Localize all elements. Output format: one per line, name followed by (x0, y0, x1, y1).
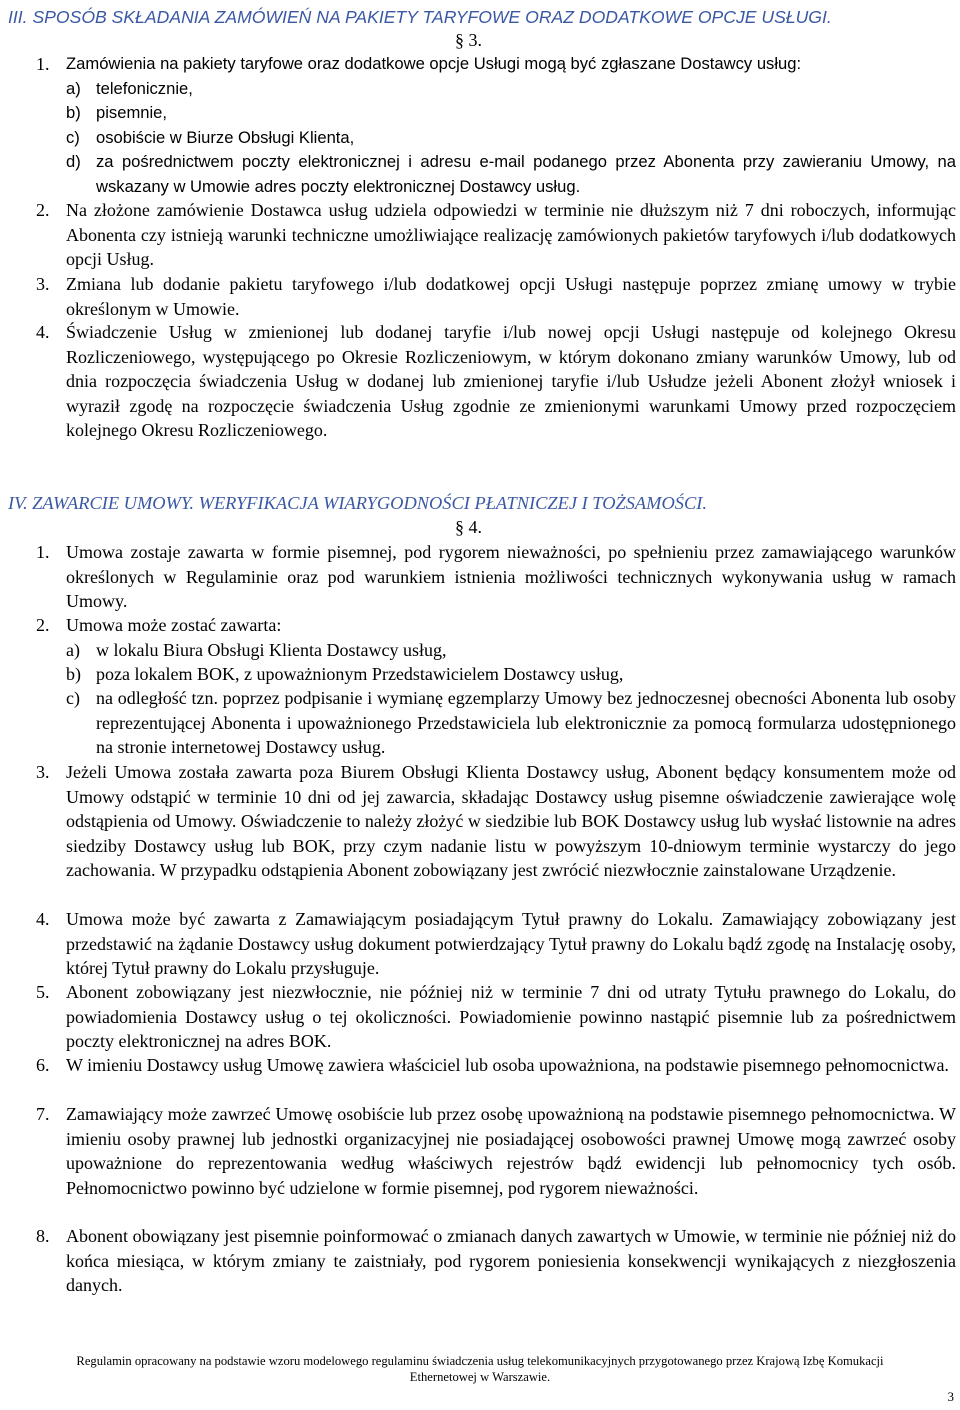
item-text: Świadczenie Usług w zmienionej lub dodanej taryfie i/lub nowej opcji Usługi następuje od kolejnego Okresu Rozliczeniowego, występującego po Okresie Rozliczeniowym, w którym dokonano zmiany warunków Umowy, lub od dnia rozpoczęcia świadczenia Usług w dodanej lub zmienionej taryfie i/lub Usłudze jeżeli Abonent złożył wniosek i wyraził zgodę na rozpoczęcie świadczenia Usług zgodnie ze zmienionymi warunkami Umowy przed rozpoczęciem kolejnego Okresu Rozliczeniowego. (66, 322, 956, 441)
sub-item-text: poza lokalem BOK, z upoważnionym Przedstawicielem Dostawcy usług, (96, 664, 624, 684)
sub-item-text: za pośrednictwem poczty elektronicznej i adresu e-mail podanego przez Abonenta przy zawieraniu Umowy, na wskazany w Umowie adres poczty elektronicznej Dostawcy usług. (96, 152, 956, 196)
sub-item-text: na odległość tzn. poprzez podpisanie i wymianę egzemplarzy Umowy bez jednoczesnej obecności Abonenta lub osoby reprezentującej Abonenta i upoważnionego Przedstawiciela lub elektronicznie za pomocą formularza udostępnionego na stronie internetowej Dostawcy usług. (96, 688, 956, 758)
item-number: 4. (36, 322, 50, 342)
item-text: Zamówienia na pakiety taryfowe oraz dodatkowe opcje Usługi mogą być zgłaszane Dostawcy usług: (66, 54, 802, 73)
item-number: 2. (36, 615, 50, 635)
sub-item-letter: b) (66, 103, 81, 122)
section-3-paragraph-mark: § 3. (455, 30, 482, 50)
sub-item-text: telefonicznie, (96, 79, 193, 98)
page-footer (10, 1353, 950, 1386)
page-number: 3 (947, 1389, 954, 1404)
item-number: 8. (36, 1226, 50, 1246)
item-number: 7. (36, 1104, 50, 1124)
item-number: 2. (36, 200, 50, 220)
sub-item-text: pisemnie, (96, 103, 168, 122)
item-number: 1. (36, 54, 50, 74)
item-text: W imieniu Dostawcy usług Umowę zawiera właściciel lub osoba upoważniona, na podstawie pisemnego pełnomocnictwa. (66, 1055, 949, 1075)
sub-item-letter: c) (66, 128, 80, 147)
item-number: 3. (36, 762, 50, 782)
sub-item-letter: a) (66, 79, 81, 98)
item-text: Jeżeli Umowa została zawarta poza Biurem Obsługi Klienta Dostawcy usług, Abonent będący konsumentem może od Umowy odstąpić w terminie 10 dni od jej zawarcia, składając Dostawcy usług pisemne oświadczenie zawierające wolę odstąpienia od Umowy. Oświadczenie to należy złożyć w siedzibie lub BOK Dostawcy usług lub wysłać listownie na adres siedziby Dostawcy usług lub BOK, przy czym nadanie listu w powyższym 10-dniowym terminie wystarczy do jego zachowania. W przypadku odstąpienia Abonent zobowiązany jest zwrócić niezwłocznie zainstalowane Urządzenie. (66, 762, 956, 881)
item-number: 3. (36, 274, 50, 294)
item-text: Zamawiający może zawrzeć Umowę osobiście lub przez osobę upoważnioną na podstawie pisemnego pełnomocnictwa. W imieniu osoby prawnej lub jednostki organizacyjnej nie posiadającej osobowości prawnej Umowę mogą zawrzeć osoby upoważnione do reprezentowania według właściwych rejestrów bądź ewidencji lub pełnomocnicy tych osób. Pełnomocnictwo powinno być udzielone w formie pisemnej, pod rygorem nieważności. (66, 1104, 956, 1198)
item-text: Na złożone zamówienie Dostawca usług udziela odpowiedzi w terminie nie dłuższym niż 7 dni roboczych, informując Abonenta czy istnieją warunki techniczne umożliwiające realizację zamówionych pakietów taryfowych i/lub dodatkowych opcji Usług. (66, 200, 956, 270)
footer-line-1: Regulamin opracowany na podstawie wzoru modelowego regulaminu świadczenia usług telekomunikacyjnych przygotowanego przez Krajową Izbę Komukacji (76, 1354, 884, 1368)
sub-item-letter: d) (66, 152, 81, 171)
item-text: Abonent zobowiązany jest niezwłocznie, nie później niż w terminie 7 dni od utraty Tytułu prawnego do Lokalu, do powiadomienia Dostawcy usług o tej okoliczności. Powiadomienie powinno nastąpić pisemnie lub za pośrednictwem poczty elektronicznej na adres BOK. (66, 982, 956, 1052)
item-text: Umowa zostaje zawarta w formie pisemnej, pod rygorem nieważności, po spełnieniu przez zamawiającego warunków określonych w Regulaminie oraz pod warunkiem istnienia możliwości technicznych wykonywania usług w ramach Umowy. (66, 542, 956, 612)
sub-item-letter: b) (66, 664, 81, 684)
section-4-heading: IV. ZAWARCIE UMOWY. WERYFIKACJA WIARYGODNOŚCI PŁATNICZEJ I TOŻSAMOŚCI. (8, 493, 707, 513)
item-text: Umowa może zostać zawarta: (66, 615, 282, 635)
item-number: 4. (36, 909, 50, 929)
section-3-heading: III. SPOSÓB SKŁADANIA ZAMÓWIEŃ NA PAKIETY TARYFOWE ORAZ DODATKOWE OPCJE USŁUGI. (8, 7, 832, 27)
item-number: 1. (36, 542, 50, 562)
item-text: Umowa może być zawarta z Zamawiającym posiadającym Tytuł prawny do Lokalu. Zamawiający zobowiązany jest przedstawić na żądanie Dostawcy usług dokument potwierdzający Tytuł prawny do Lokalu bądź zgodę na Instalację osoby, której Tytuł prawny do Lokalu przysługuje. (66, 909, 956, 979)
item-number: 6. (36, 1055, 50, 1075)
footer-line-2: Ethernetowej w Warszawie. (409, 1370, 551, 1385)
sub-item-letter: a) (66, 640, 80, 660)
item-text: Zmiana lub dodanie pakietu taryfowego i/lub dodatkowej opcji Usługi następuje poprzez zmianę umowy w trybie określonym w Umowie. (66, 274, 956, 319)
sub-item-text: w lokalu Biura Obsługi Klienta Dostawcy usług, (96, 640, 447, 660)
item-number: 5. (36, 982, 50, 1002)
section-4-paragraph-mark: § 4. (455, 517, 482, 537)
item-text: Abonent obowiązany jest pisemnie poinformować o zmianach danych zawartych w Umowie, w terminie nie później niż do końca miesiąca, w którym zmiany te zaistniały, pod rygorem poniesienia konsekwencji wynikających z niezgłoszenia danych. (66, 1226, 956, 1296)
sub-item-text: osobiście w Biurze Obsługi Klienta, (96, 128, 355, 147)
sub-item-letter: c) (66, 688, 80, 708)
